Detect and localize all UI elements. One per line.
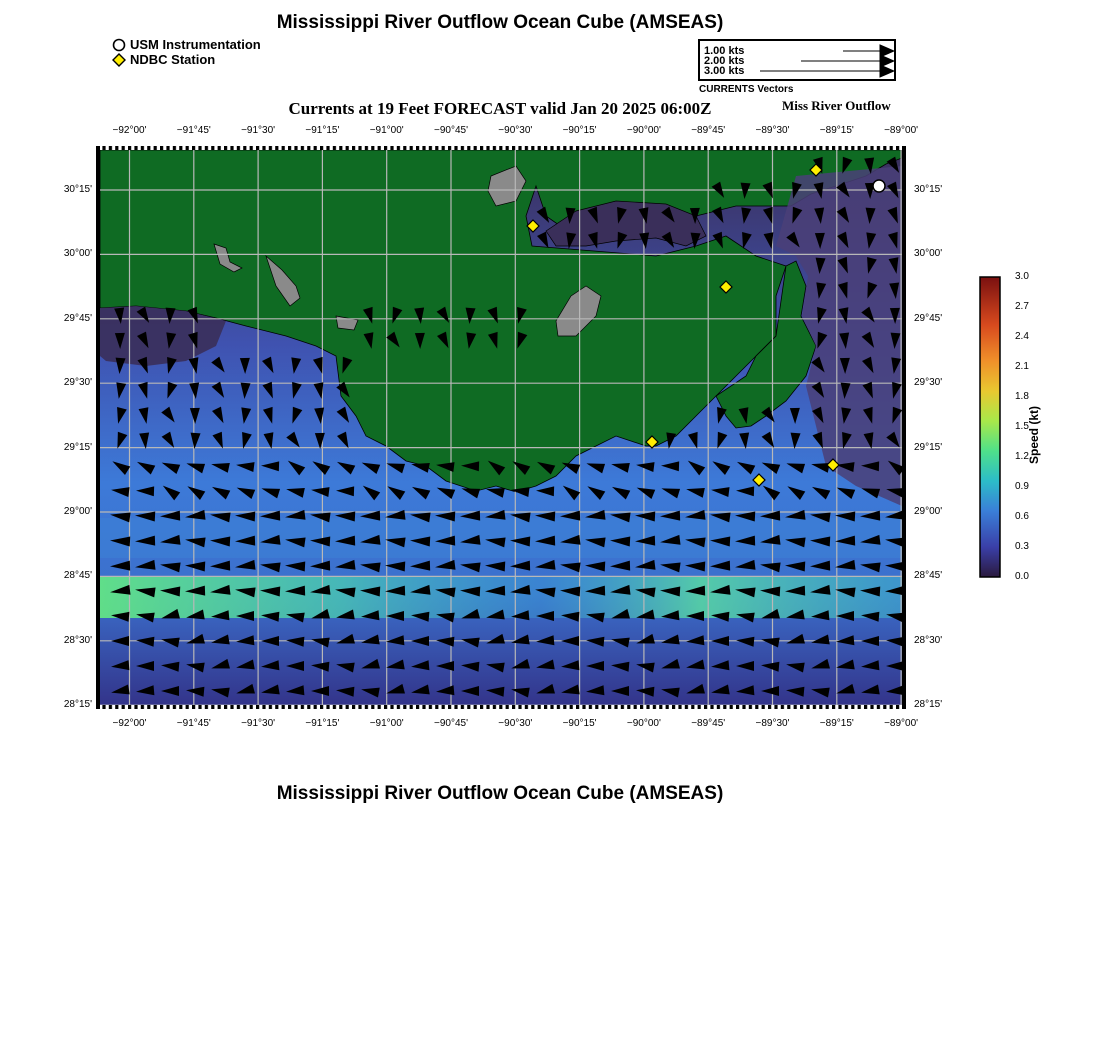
- lon-tick-bottom: −91°30': [241, 718, 276, 729]
- colorbar-tick: 1.5: [1015, 421, 1029, 432]
- vector-caption: CURRENTS Vectors: [699, 84, 794, 95]
- lat-tick-right: 28°30': [914, 634, 943, 646]
- lat-tick-left: 29°30': [63, 377, 92, 389]
- lat-tick-right: 28°45': [914, 570, 943, 582]
- lon-tick-bottom: −89°45': [691, 718, 726, 729]
- lat-tick-right: 29°15': [914, 441, 943, 453]
- lon-tick-top: −90°00': [626, 125, 661, 136]
- lon-tick-bottom: −91°45': [176, 718, 211, 729]
- colorbar-label: [1027, 370, 1041, 464]
- legend-ndbc: [112, 52, 261, 67]
- lon-tick-top: −89°15': [819, 125, 854, 136]
- lon-tick-top: −89°30': [755, 125, 790, 136]
- lat-tick-right: 29°00': [914, 506, 943, 517]
- lon-tick-top: −89°45': [691, 125, 726, 136]
- lon-tick-top: −91°15': [305, 125, 340, 136]
- legend-usm-label: USM Instrumentation: [130, 37, 261, 52]
- lon-tick-top: −92°00': [112, 125, 147, 136]
- lon-tick-top: −90°30': [498, 125, 533, 136]
- lat-tick-left: 28°15': [63, 699, 92, 711]
- usm-circle-icon: [112, 38, 126, 52]
- lon-tick-top: −90°45': [434, 125, 468, 136]
- colorbar-tick: 2.1: [1015, 361, 1029, 372]
- lon-tick-top: −91°00': [369, 125, 404, 136]
- region-label: Miss River Outflow: [782, 98, 891, 113]
- ref-row-2: 2.00 kts: [704, 55, 745, 67]
- lon-tick-bottom: −92°00': [112, 718, 147, 729]
- lon-tick-bottom: −91°00': [369, 718, 404, 729]
- vector-reference-box: [698, 39, 896, 81]
- lon-tick-bottom: −89°30': [755, 718, 790, 729]
- lon-tick-top: −91°45': [176, 125, 211, 136]
- colorbar-label-text: Speed (kt): [1027, 405, 1041, 464]
- colorbar-tick: 2.4: [1015, 331, 1029, 342]
- lon-tick-bottom: −90°30': [498, 718, 533, 729]
- frame-ticks-bottom: [100, 705, 902, 709]
- colorbar-tick: 0.0: [1015, 571, 1029, 582]
- frame-ticks-top: [100, 146, 902, 150]
- legend-usm: [112, 37, 261, 52]
- lat-tick-left: 28°45': [63, 570, 92, 582]
- current-map: [96, 146, 906, 709]
- ref-row-3: 3.00 kts: [704, 65, 745, 77]
- colorbar-tick: 0.9: [1015, 481, 1029, 492]
- lon-tick-bottom: −90°45': [434, 718, 468, 729]
- lon-tick-bottom: −91°15': [305, 718, 340, 729]
- lat-tick-left: 30°00': [63, 248, 92, 260]
- legend-ndbc-label: NDBC Station: [130, 52, 216, 67]
- colorbar-tick: 1.8: [1015, 391, 1029, 402]
- lon-tick-bottom: −90°15': [562, 718, 597, 729]
- lon-tick-bottom: −89°15': [819, 718, 854, 729]
- lat-tick-right: 29°30': [914, 377, 943, 389]
- lat-tick-right: 30°00': [914, 248, 943, 260]
- usm-instrument: [873, 180, 885, 192]
- colorbar-tick: 1.2: [1015, 451, 1029, 462]
- lat-tick-left: 29°15': [63, 441, 92, 453]
- lat-tick-left: 29°00': [63, 506, 92, 517]
- ndbc-diamond-icon: [112, 53, 126, 67]
- lon-tick-top: −91°30': [241, 125, 276, 136]
- figure-title-2: Mississippi River Outflow Ocean Cube (AMSEAS): [276, 783, 724, 804]
- figure-title: Mississippi River Outflow Ocean Cube (AMSEAS): [276, 12, 724, 33]
- map-subtitle: Currents at 19 Feet FORECAST valid Jan 20 2025 06:00Z: [288, 99, 712, 118]
- lon-tick-bottom: −90°00': [626, 718, 661, 729]
- colorbar-tick: 0.3: [1015, 541, 1029, 552]
- lat-tick-left: 30°15': [63, 184, 92, 195]
- lat-tick-right: 30°15': [914, 184, 943, 195]
- colorbar-tick: 0.6: [1015, 511, 1029, 522]
- speed-colorbar: [976, 274, 1006, 580]
- ref-row-1: 1.00 kts: [704, 45, 745, 57]
- lat-tick-right: 29°45': [914, 312, 943, 324]
- lon-tick-top: −90°15': [562, 125, 597, 136]
- lon-tick-bottom: −89°00': [884, 718, 919, 729]
- lat-tick-left: 28°30': [63, 634, 92, 646]
- lat-tick-right: 28°15': [914, 699, 943, 711]
- lat-tick-left: 29°45': [63, 312, 92, 324]
- marker-legend: [112, 37, 261, 67]
- reference-arrows: [700, 41, 894, 79]
- lon-tick-top: −89°00': [884, 125, 919, 136]
- colorbar-tick: 2.7: [1015, 301, 1029, 312]
- colorbar-tick: 3.0: [1015, 271, 1029, 282]
